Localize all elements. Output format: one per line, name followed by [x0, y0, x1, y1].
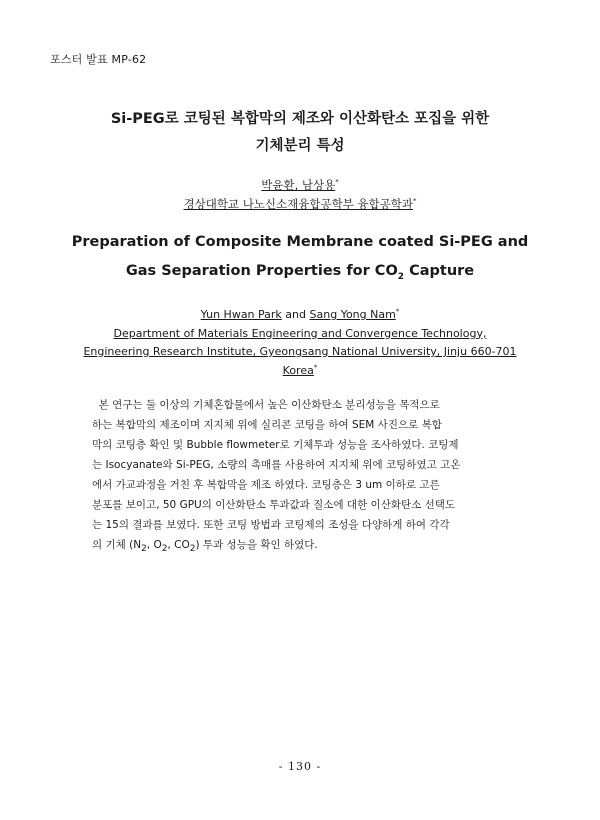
abstract-line-5: 에서 가교과정을 거친 후 복합막을 제조 하였다. 코팅층은 3 um 이하로 고른: [92, 479, 440, 491]
english-affiliation-line-1: [0, 325, 600, 344]
co2-subscript: 2: [397, 271, 405, 282]
abstract-line-6: 분포를 보이고, 50 GPU의 이산화탄소 투과값과 질소에 대한 이산화탄소 선택도: [92, 499, 456, 511]
korean-author-names: [0, 176, 600, 195]
abstract-line-3: 막의 코팅층 확인 및 Bubble flowmeter로 기체투과 성능을 조사하였다. 코팅제: [92, 439, 459, 451]
author-conjunction: and: [281, 308, 310, 321]
english-affiliation-line-1-text: Department of Materials Engineering and Convergence Technology,: [113, 326, 487, 340]
n2-subscript: 2: [141, 544, 147, 555]
english-author-names: [0, 306, 600, 325]
english-affiliation-line-2: [0, 343, 600, 362]
corresponding-mark: *: [335, 178, 339, 187]
korean-authors-block: [0, 176, 600, 214]
english-title-line-2-prefix: Gas Separation Properties for CO: [125, 263, 398, 279]
abstract-line-2: 하는 복합막의 제조이며 지지체 위에 실리콘 코팅을 하여 SEM 사진으로 복합: [92, 419, 442, 431]
affiliation-mark: *: [413, 197, 417, 206]
korean-title-line-2: 기체분리 특성: [255, 138, 345, 154]
session-label: 포스터 발표 MP-62: [50, 53, 147, 66]
korean-title-line-1: Si-PEG로 코팅된 복합막의 제조와 이산화탄소 포집을 위한: [110, 111, 490, 127]
korean-affiliation: [0, 195, 600, 214]
abstract-line-7: 는 15의 결과를 보였다. 또한 코팅 방법과 코팅제의 조성을 다양하게 하여 각각: [92, 519, 450, 531]
abstract-line-8-c: , CO: [167, 539, 190, 551]
corresponding-mark-en: *: [395, 307, 400, 316]
abstract-line-8-a: 의 기체 (N: [92, 539, 142, 551]
abstract-line-8: [92, 535, 516, 555]
author-name-1: Yun Hwan Park: [200, 308, 282, 321]
english-title-line-2-suffix: Capture: [404, 263, 475, 279]
korean-title: [0, 106, 600, 160]
o2-subscript: 2: [161, 544, 168, 555]
korean-affiliation-text: 경상대학교 나노신소재융합공학부 융합공학과: [183, 197, 413, 211]
affiliation-mark-en: *: [313, 362, 318, 371]
english-title: [0, 228, 600, 286]
abstract-body: [92, 395, 516, 555]
abstract-line-1: 본 연구는 둘 이상의 기체혼합물에서 높은 이산화탄소 분리성능을 목적으로: [92, 399, 440, 411]
co2-subscript-abstract: 2: [189, 544, 196, 555]
abstract-line-8-b: , O: [146, 539, 162, 551]
abstract-line-4: 는 Isocyanate와 Si-PEG, 소량의 촉매를 사용하여 지지체 위에 코팅하였고 고온: [92, 459, 461, 471]
english-affiliation-line-3-text: Korea: [282, 363, 314, 377]
english-title-line-1: Preparation of Composite Membrane coated Si-PEG and: [71, 234, 529, 250]
english-authors-block: [0, 306, 600, 380]
english-title-line-2: [0, 257, 600, 286]
english-affiliation-line-2-text: Engineering Research Institute, Gyeongsang National University, Jinju 660-701: [83, 345, 517, 358]
abstract-line-8-d: ) 투과 성능을 확인 하였다.: [195, 539, 318, 551]
korean-author-names-text: 박윤환, 남상용: [261, 178, 336, 192]
english-affiliation-line-3: [0, 362, 600, 381]
author-name-2: Sang Yong Nam: [309, 308, 396, 321]
page-number: - 130 -: [278, 760, 322, 773]
